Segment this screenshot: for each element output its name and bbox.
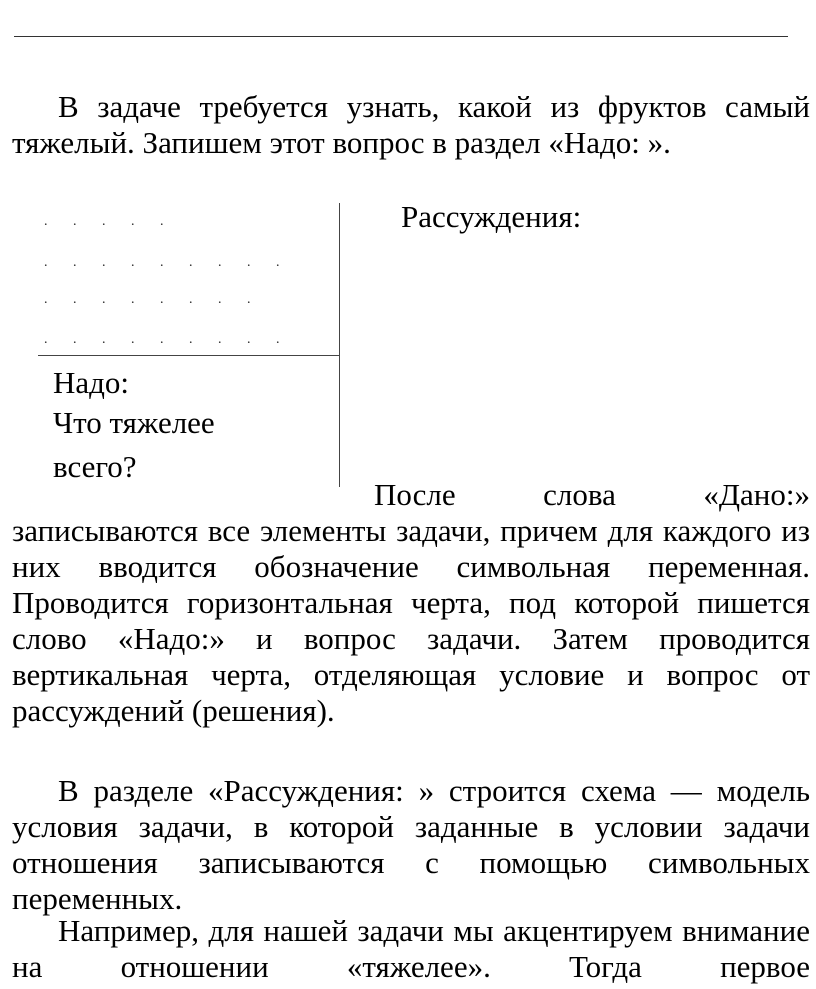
question-text: Что тяжелее всего? [53, 405, 215, 484]
intro-paragraph: В задаче требуется узнать, какой из фруктов самый тяжелый. Запишем этот вопрос в раздел «Надо: ». [12, 89, 810, 160]
vertical-divider [339, 203, 340, 487]
need-label: Надо: [53, 365, 130, 400]
given-row-4: . . . . . . . . . [44, 332, 291, 347]
description-first-line: После слова «Дано:» [374, 477, 810, 512]
example-paragraph: Например, для нашей задачи мы акцентируем внимание на отношении «тяжелее». Тогда первое [12, 913, 810, 984]
horizontal-divider [38, 355, 339, 356]
reasoning-label: Рассуждения: [401, 199, 582, 234]
top-rule [14, 36, 788, 37]
reasoning-paragraph: В разделе «Рассуждения: » строится схема — модель условия задачи, в которой заданные в условии задачи отношения записываются с помощью символьных переменных. [12, 773, 810, 916]
description-paragraph [12, 477, 810, 729]
description-rest: записываются все элементы задачи, причем для каждого из них вводится обозначение символьная переменная. Проводится горизонтальная черта, под которой пишется слово «Надо:» и вопрос задачи. Затем проводится вертикальная черта, отделяющая условие и вопрос от рассуждений (решения). [12, 513, 810, 728]
given-row-1: . . . . . [44, 214, 175, 229]
given-row-3: . . . . . . . . [44, 292, 262, 307]
given-row-2: . . . . . . . . . [44, 255, 291, 270]
